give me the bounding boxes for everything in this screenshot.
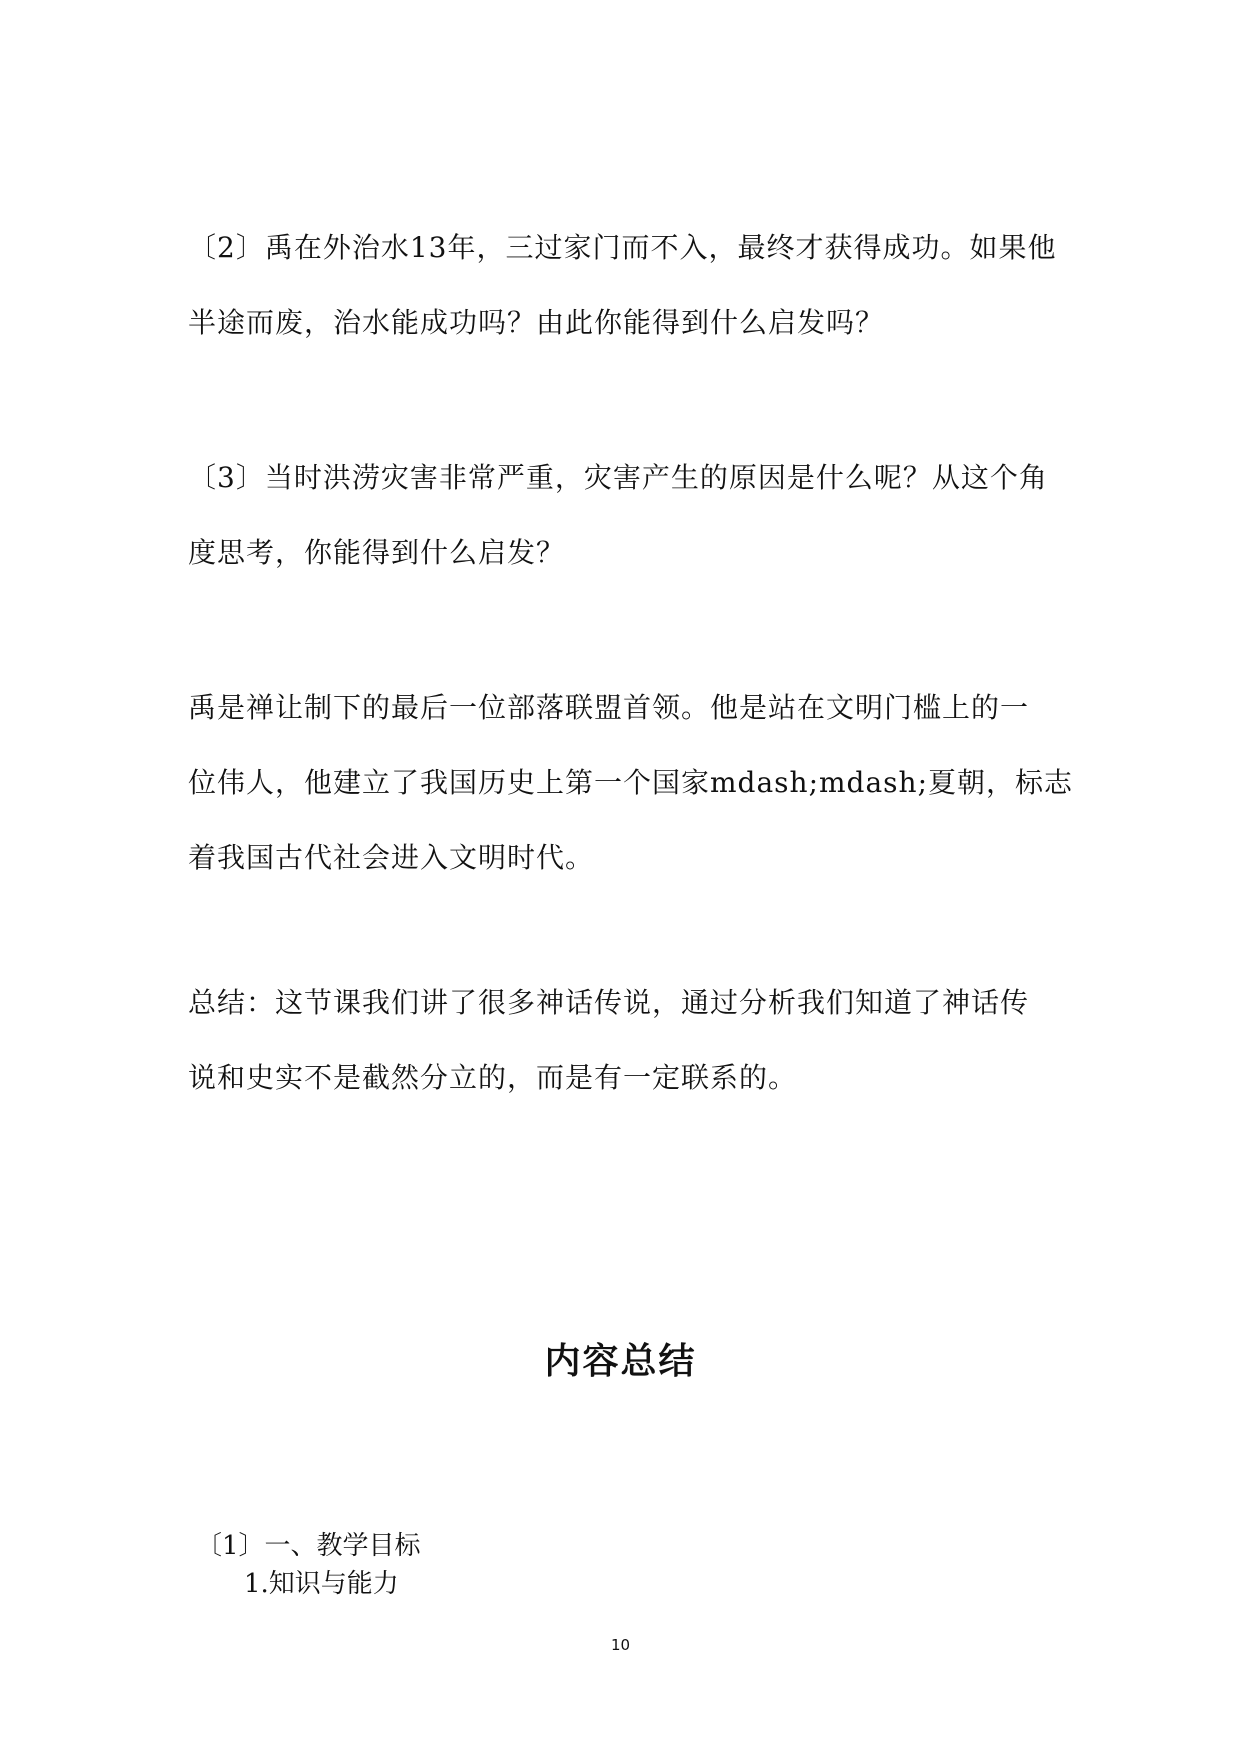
paragraph-line: 着我国古代社会进入文明时代。 <box>188 841 595 874</box>
section-heading: 内容总结 <box>544 1341 697 1382</box>
paragraph-line: 〔3〕当时洪涝灾害非常严重，灾害产生的原因是什么呢？从这个角 <box>188 461 1048 494</box>
paragraph-question-3 <box>188 440 1060 590</box>
paragraph-yu-summary <box>188 670 1074 895</box>
paragraph-line: 度思考，你能得到什么启发？ <box>188 536 566 569</box>
outline-subitem-knowledge-ability: 1.知识与能力 <box>244 1569 399 1599</box>
page-number: 10 <box>610 1636 631 1654</box>
paragraph-line: 〔2〕禹在外治水13年，三过家门而不入，最终才获得成功。如果他 <box>188 231 1057 264</box>
paragraph-line: 总结：这节课我们讲了很多神话传说，通过分析我们知道了神话传 <box>188 986 1030 1019</box>
paragraph-question-2 <box>188 210 1060 360</box>
paragraph-line: 禹是禅让制下的最后一位部落联盟首领。他是站在文明门槛上的一 <box>188 691 1030 724</box>
outline-item-teaching-goals: 〔1〕一、教学目标 <box>196 1531 421 1561</box>
paragraph-line: 位伟人，他建立了我国历史上第一个国家mdash;mdash;夏朝，标志 <box>188 766 1074 799</box>
paragraph-lesson-summary <box>188 965 1060 1115</box>
paragraph-line: 说和史实不是截然分立的，而是有一定联系的。 <box>188 1061 798 1094</box>
paragraph-line: 半途而废，治水能成功吗？由此你能得到什么启发吗？ <box>188 306 885 339</box>
